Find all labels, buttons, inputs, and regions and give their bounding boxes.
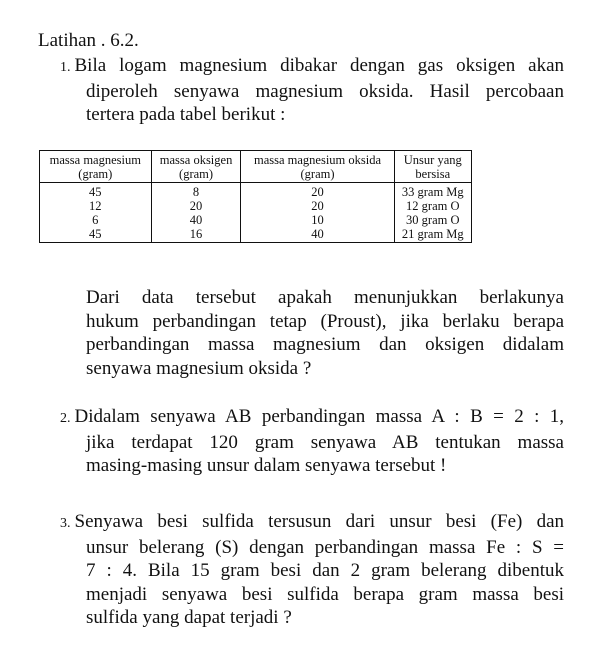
question-1-number: 1.: [60, 60, 71, 75]
table-cell: 12 gram O: [394, 199, 471, 213]
question-1-line-2: diperoleh senyawa magnesium oksida. Hasil percobaan: [86, 80, 564, 102]
question-3: [60, 510, 564, 630]
table-cell: 20: [151, 199, 241, 213]
table-cell: 10: [241, 213, 394, 227]
table-cell: 30 gram O: [394, 213, 471, 227]
table-cell: 20: [241, 183, 394, 200]
follow-up-line-1: Dari data tersebut apakah menunjukkan berlakunya: [86, 287, 564, 308]
follow-up-line-2: hukum perbandingan tetap (Proust), jika berlaku berapa: [86, 310, 564, 332]
question-1-line-1: 1. Bila logam magnesium dibakar dengan gas oksigen akan: [60, 55, 564, 76]
header-massa-magnesium: massa magnesium (gram): [40, 151, 152, 183]
table-row: [40, 199, 472, 213]
table-cell: 40: [241, 227, 394, 243]
question-3-line-3: 7 : 4. Bila 15 gram besi dan 2 gram belerang dibentuk: [86, 560, 564, 581]
question-3-line-1: 3. Senyawa besi sulfida tersusun dari unsur besi (Fe) dan: [60, 511, 564, 532]
table-row: [40, 227, 472, 243]
table-cell: 8: [151, 183, 241, 200]
table-cell: 33 gram Mg: [394, 183, 471, 200]
table-cell: 45: [40, 227, 152, 243]
question-2-line-3: masing-masing unsur dalam senyawa tersebut !: [86, 455, 447, 476]
table-header-row: [40, 151, 472, 183]
table-cell: 21 gram Mg: [394, 227, 471, 243]
follow-up-line-3: perbandingan massa magnesium dan oksigen didalam: [86, 334, 564, 355]
question-3-line-2: unsur belerang (S) dengan perbandingan massa Fe : S =: [86, 536, 564, 558]
question-3-number: 3.: [60, 516, 71, 531]
question-3-line-5: sulfida yang dapat terjadi ?: [86, 607, 292, 628]
header-massa-magnesium-oksida: massa magnesium oksida (gram): [241, 151, 394, 183]
experiment-table: [39, 150, 472, 243]
table-cell: 20: [241, 199, 394, 213]
question-1-line-3: tertera pada tabel berikut :: [86, 104, 286, 125]
follow-up-line-4: senyawa magnesium oksida ?: [86, 357, 312, 379]
exercise-title: Latihan . 6.2.: [38, 30, 139, 51]
table-cell: 40: [151, 213, 241, 227]
table-cell: 12: [40, 199, 152, 213]
header-massa-oksigen: massa oksigen (gram): [151, 151, 241, 183]
table-cell: 45: [40, 183, 152, 200]
table-cell: 16: [151, 227, 241, 243]
question-2: [60, 405, 564, 478]
question-1: [60, 54, 564, 127]
question-2-line-2: jika terdapat 120 gram senyawa AB tentukan massa: [86, 431, 564, 453]
question-2-number: 2.: [60, 411, 71, 426]
question-1-follow-up: [86, 286, 564, 380]
question-2-line-1: 2. Didalam senyawa AB perbandingan massa A : B = 2 : 1,: [60, 406, 564, 427]
table-row: [40, 213, 472, 227]
table-cell: 6: [40, 213, 152, 227]
table-row: [40, 183, 472, 200]
header-unsur-bersisa: Unsur yang bersisa: [394, 151, 471, 183]
question-3-line-4: menjadi senyawa besi sulfida berapa gram massa besi: [86, 583, 564, 605]
